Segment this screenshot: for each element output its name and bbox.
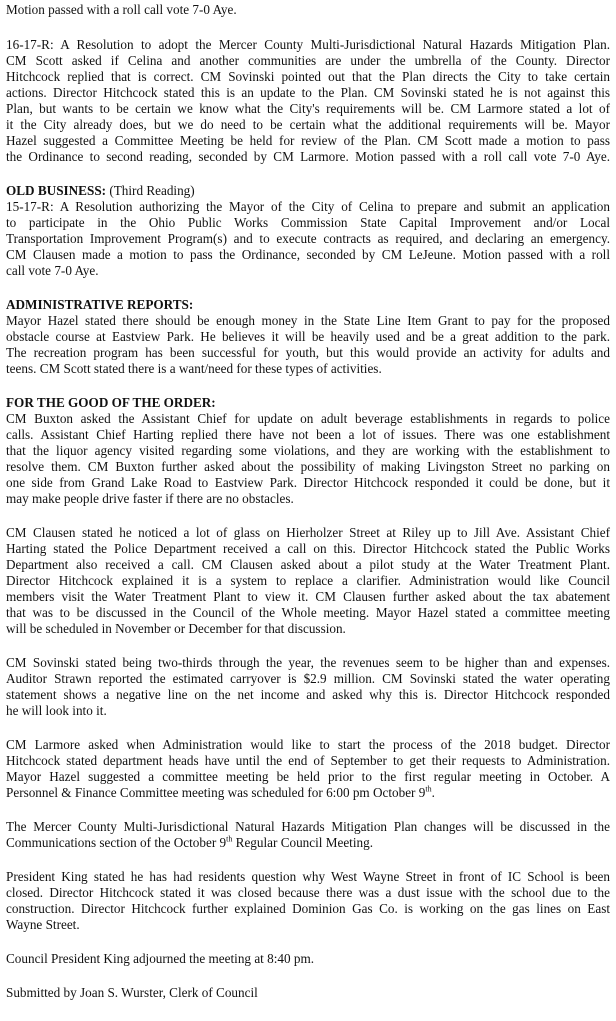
- ordinal-suffix: th: [425, 784, 432, 794]
- paragraph-line: Harting stated the Police Department received a call on this. Director Hitchcock stated the Public Works: [6, 541, 610, 556]
- paragraph-line: it the City already does, but we do need to be certain what the additional requirements will be. Mayor: [6, 117, 610, 132]
- paragraph-line: 15-17-R: A Resolution authorizing the Mayor of the City of Celina to prepare and submit an application: [6, 199, 610, 214]
- paragraph-line: CM Scott asked if Celina and another communities are under the umbrella of the County. Director: [6, 53, 610, 68]
- paragraph-line: CM Larmore asked when Administration would like to start the process of the 2018 budget. Director: [6, 737, 610, 752]
- paragraph-line: actions. Director Hitchcock stated this is an update to the Plan. CM Sovinski stated he is not against this: [6, 85, 610, 100]
- paragraph-line: Plan, but wants to be certain we know what the City's requirements will be. CM Larmore stated a lot of: [6, 101, 610, 116]
- paragraph-line: Director Hitchcock explained it is a system to replace a clarifier. Administration would like Council: [6, 573, 610, 588]
- paragraph-line: President King stated he has had residents question why West Wayne Street in front of IC School is been: [6, 869, 610, 884]
- paragraph-line: CM Clausen stated he noticed a lot of glass on Hierholzer Street at Riley up to Jill Ave. Assistant Chief: [6, 525, 610, 540]
- line-text: Regular Council Meeting.: [232, 835, 373, 850]
- old-business-heading: OLD BUSINESS:: [6, 183, 107, 198]
- paragraph-line: closed. Director Hitchcock stated it was closed because there was a dust issue with the school due to the: [6, 885, 610, 900]
- line-text: Communications section of the October 9: [6, 835, 227, 850]
- paragraph-line: Hitchcock replied that is correct. CM Sovinski pointed out that the Plan directs the City to take certain: [6, 69, 610, 84]
- paragraph-line: may make people drive faster if there are no obstacles.: [6, 491, 294, 506]
- paragraph-line: resolve them. CM Buxton further asked about the possibility of making Livingston Street no parking on: [6, 459, 610, 474]
- paragraph-line: The Mercer County Multi-Jurisdictional Natural Hazards Mitigation Plan changes will be discussed in the: [6, 819, 610, 834]
- administrative-reports-heading: ADMINISTRATIVE REPORTS:: [6, 297, 194, 312]
- paragraph-line: statement shows a negative line on the net income and asked why this is. Director Hitchcock responded: [6, 687, 610, 702]
- paragraph-line: Hazel suggested a Committee Meeting be held for review of the Plan. CM Scott made a motion to pass: [6, 133, 610, 148]
- paragraph-line: [6, 835, 373, 850]
- ordinal-suffix: th: [226, 834, 233, 844]
- paragraph-line: members visit the Water Treatment Plant to view it. CM Clausen further asked about the tax abatement: [6, 589, 610, 604]
- paragraph-line: call vote 7-0 Aye.: [6, 263, 99, 278]
- good-of-the-order-heading: FOR THE GOOD OF THE ORDER:: [6, 395, 216, 410]
- old-business-heading-line: [6, 183, 195, 198]
- paragraph-line: Transportation Improvement Program(s) and to execute contracts as required, and declaring an emergency.: [6, 231, 610, 246]
- paragraph-line: the Ordinance to second reading, seconded by CM Larmore. Motion passed with a roll call vote 7-0 Aye.: [6, 149, 610, 164]
- paragraph-line: CM Buxton asked the Assistant Chief for update on adult beverage establishments in regards to police: [6, 411, 610, 426]
- paragraph-line: The recreation program has been successful for youth, but this would provide an activity for adults and: [6, 345, 610, 360]
- motion-result-line: Motion passed with a roll call vote 7-0 Aye.: [6, 2, 237, 17]
- paragraph-line: CM Sovinski stated being two-thirds through the year, the revenues seem to be higher than and expenses.: [6, 655, 610, 670]
- old-business-heading-note: (Third Reading): [109, 183, 195, 198]
- paragraph-line: obstacle course at Eastview Park. He believes it will be heavily used and be a great addition to the park.: [6, 329, 610, 344]
- paragraph-line: CM Clausen made a motion to pass the Ordinance, seconded by CM LeJeune. Motion passed with a roll: [6, 247, 610, 262]
- paragraph-line: [6, 785, 435, 800]
- paragraph-line: Mayor Hazel suggested a committee meeting be held prior to the first regular meeting in October. A: [6, 769, 610, 784]
- paragraph-line: teens. CM Scott stated there is a want/need for these types of activities.: [6, 361, 382, 376]
- adjournment-line: Council President King adjourned the meeting at 8:40 pm.: [6, 951, 315, 966]
- paragraph-line: he will look into it.: [6, 703, 107, 718]
- line-text: .: [431, 785, 435, 800]
- paragraph-line: Mayor Hazel stated there should be enough money in the State Line Item Grant to pay for the proposed: [6, 313, 610, 328]
- paragraph-line: will be scheduled in November or December for that discussion.: [6, 621, 346, 636]
- paragraph-line: Wayne Street.: [6, 917, 80, 932]
- submitted-by-line: Submitted by Joan S. Wurster, Clerk of Council: [6, 985, 258, 1000]
- paragraph-line: Auditor Strawn reported the estimated carryover is $2.9 million. CM Sovinski stated the water operating: [6, 671, 610, 686]
- paragraph-line: calls. Assistant Chief Harting replied there have not been a lot of issues. There was one establishment: [6, 427, 610, 442]
- paragraph-line: construction. Director Hitchcock further explained Dominion Gas Co. is working on the gas lines on East: [6, 901, 610, 916]
- line-text: Personnel & Finance Committee meeting was scheduled for 6:00 pm October 9: [6, 785, 426, 800]
- paragraph-line: Department also received a call. CM Clausen asked about a pilot study at the Water Treatment Plant.: [6, 557, 610, 572]
- paragraph-line: one side from Grand Lake Road to Eastview Park. Director Hitchcock responded it could be done, but it: [6, 475, 610, 490]
- paragraph-line: 16-17-R: A Resolution to adopt the Mercer County Multi-Jurisdictional Natural Hazards Mitigation Plan.: [6, 37, 610, 52]
- paragraph-line: that the liquor agency visited regarding some violations, and they are working with the establishment to: [6, 443, 610, 458]
- paragraph-line: to participate in the Ohio Public Works Commission State Capital Improvement and/or Local: [6, 215, 610, 230]
- paragraph-line: that was to be discussed in the Council of the Whole meeting. Mayor Hazel stated a committee meeting: [6, 605, 610, 620]
- paragraph-line: Hitchcock stated department heads have until the end of September to get their requests to Administration.: [6, 753, 610, 768]
